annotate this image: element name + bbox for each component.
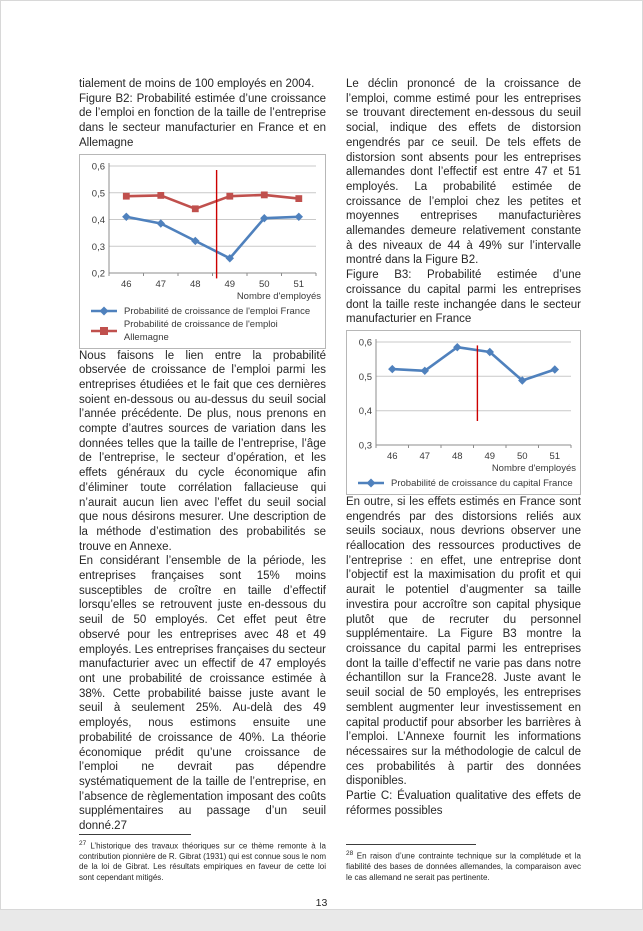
svg-text:0,4: 0,4 <box>91 214 105 226</box>
footnote-27 <box>79 839 326 883</box>
footnote-text: L’historique des travaux théoriques sur ce thème remonte à la contribution pionnière de R. Gibrat (1931) qui est connue sous le nom de la loi de Gibrat. Les résultats empiriques en faveur de cette loi sont cependant mitigés. <box>79 841 326 882</box>
svg-text:0,6: 0,6 <box>91 161 105 173</box>
svg-text:Nombre d'employés: Nombre d'employés <box>236 290 321 302</box>
svg-text:0,3: 0,3 <box>91 241 105 253</box>
legend-label: Probabilité de croissance de l'emploi France <box>124 305 311 317</box>
legend-marker-icon <box>90 305 120 317</box>
svg-text:49: 49 <box>224 278 236 290</box>
figure-b2 <box>79 154 326 349</box>
legend-label: Probabilité de croissance de l'emploi Allemagne <box>123 318 278 343</box>
legend-marker-icon <box>357 477 387 489</box>
part-c-heading: Partie C: Évaluation qualitative des effets de réformes possibles <box>346 790 581 817</box>
figure-b2-legend <box>82 303 324 345</box>
svg-text:50: 50 <box>259 278 270 290</box>
svg-text:51: 51 <box>293 278 305 290</box>
svg-text:0,5: 0,5 <box>358 371 372 383</box>
footnote-marker: 28 <box>346 850 354 858</box>
footnote-separator <box>79 834 191 835</box>
svg-text:51: 51 <box>549 450 561 462</box>
svg-text:47: 47 <box>155 278 167 290</box>
legend-item <box>357 477 579 490</box>
footnote-block-left <box>79 834 326 897</box>
legend-marker-icon <box>90 325 120 337</box>
page-content <box>1 1 642 897</box>
intro-continuation-text: tialement de moins de 100 employés en 2004. <box>79 78 315 90</box>
body-paragraph: En considérant l’ensemble de la période, les entreprises françaises sont 15% moins susceptibles de croître en taille d’effectif lorsqu’elles se retrouvent juste en-dessous du seuil de 50 employés. Cet effet peut être observé pour les entreprises avec 48 et 49 employés. Les entreprises françaises du secteur manufacturier avec un effectif de 47 employés ont une probabilité de croissance estimée à 38%. Cette probabilité baisse juste avant le seuil à seulement 25%. Au-delà des 49 employés, nous estimons ensuite une probabilité de croissance de 40%. La théorie économique prédit qu’une croissance de l’emploi ne devrait pas dépendre systématiquement de la taille de l’entreprise, en l’absence de règlementation imposant des coûts supplémentaires au passage d’un seuil donné.27 <box>79 555 326 833</box>
svg-text:0,3: 0,3 <box>358 440 372 452</box>
footnote-marker: 27 <box>79 839 87 847</box>
svg-text:46: 46 <box>121 278 132 290</box>
figure-b3-legend <box>349 475 579 491</box>
figure-b3-chart <box>349 335 579 475</box>
svg-text:46: 46 <box>387 450 398 462</box>
right-column <box>346 77 581 897</box>
figure-b3 <box>346 330 581 495</box>
footnote-text: En raison d’une contrainte technique sur la complétude et la fiabilité des bases de données allemandes, la comparaison avec le cas allemand ne serait pas pertinente. <box>346 851 582 882</box>
legend-item <box>90 318 324 344</box>
svg-text:49: 49 <box>484 450 496 462</box>
page-number: 13 <box>315 897 328 909</box>
figure-b3-caption: Figure B3: Probabilité estimée d’une croissance du capital parmi les entreprises dont la taille reste inchangée dans le secteur manufacturier en France <box>346 269 581 326</box>
svg-text:0,6: 0,6 <box>358 337 372 349</box>
svg-text:0,5: 0,5 <box>91 187 105 199</box>
svg-text:47: 47 <box>419 450 431 462</box>
legend-label: Probabilité de croissance du capital France <box>391 477 573 489</box>
figure-b2-chart <box>82 159 324 303</box>
svg-text:0,4: 0,4 <box>358 406 372 418</box>
body-paragraph: Nous faisons le lien entre la probabilité observée de croissance de l’emploi parmi les entreprises étudiées et le fait que ces dernières soient en-dessous ou au-dessus du seuil social l’année précédente. De plus, nous prenons en compte d’autres sources de variation dans les données telles que la taille de l’entreprise, l’âge de l’entreprise, le secteur d’opération, et les effets généraux du cycle économique afin d’éliminer toute corrélation fallacieuse qui n’aurait aucun lien avec l’effet du seuil social que nous désirons mesurer. Une description de la méthode d’estimation des probabilités se trouve en Annexe. <box>79 349 326 553</box>
footnote-separator <box>346 844 476 845</box>
legend-item <box>90 305 324 318</box>
svg-text:48: 48 <box>452 450 463 462</box>
body-paragraph: Le déclin prononcé de la croissance de l’emploi, comme estimé pour les entreprises se trouvant directement en-dessous du seuil social, indique des effets de distorsion engendrés par ce seuil. De tels effets de distorsion sont absents pour les entreprises allemandes dont l’effectif est entre 47 et 51 employés. La probabilité estimée de croissance de l’emploi chez les petites et moyennes entreprises manufacturières allemandes demeure relativement constante à des niveaux de 44 à 49% sur l’intervalle montré dans la Figure B2. <box>346 78 581 267</box>
svg-text:Nombre d'employés: Nombre d'employés <box>491 462 576 474</box>
footnote-block-right <box>346 844 581 897</box>
svg-text:0,2: 0,2 <box>91 268 105 280</box>
left-column <box>79 77 326 897</box>
footnote-28 <box>346 849 581 883</box>
figure-b2-caption: Figure B2: Probabilité estimée d’une croissance de l’emploi en fonction de la taille de l’entreprise dans le secteur manufacturier en France et en Allemagne <box>79 92 326 149</box>
svg-text:48: 48 <box>190 278 201 290</box>
body-paragraph: En outre, si les effets estimés en France sont engendrés par des distorsions reliés aux seuils sociaux, nous devrions observer une réallocation des ressources productives de l’entreprise : en effet, une entreprise dont l’objectif est la maximisation du profit et qui aurait le potentiel d’augmenter sa taille investira pour accroître son capital physique plutôt que de recruter du personnel supplémentaire. La Figure B3 montre la croissance du capital parmi les entreprises dont la taille d’effectif ne varie pas dans notre échantillon sur la France28. Juste avant le seuil social de 50 employés, les entreprises semblent augmenter leur investissement en capital productif pour absorber les barrières à l’emploi. L’Annexe fournit les informations nécessaires sur la méthodologie de calcul de ces probabilités à partir des données disponibles. <box>346 495 581 788</box>
svg-text:50: 50 <box>517 450 528 462</box>
